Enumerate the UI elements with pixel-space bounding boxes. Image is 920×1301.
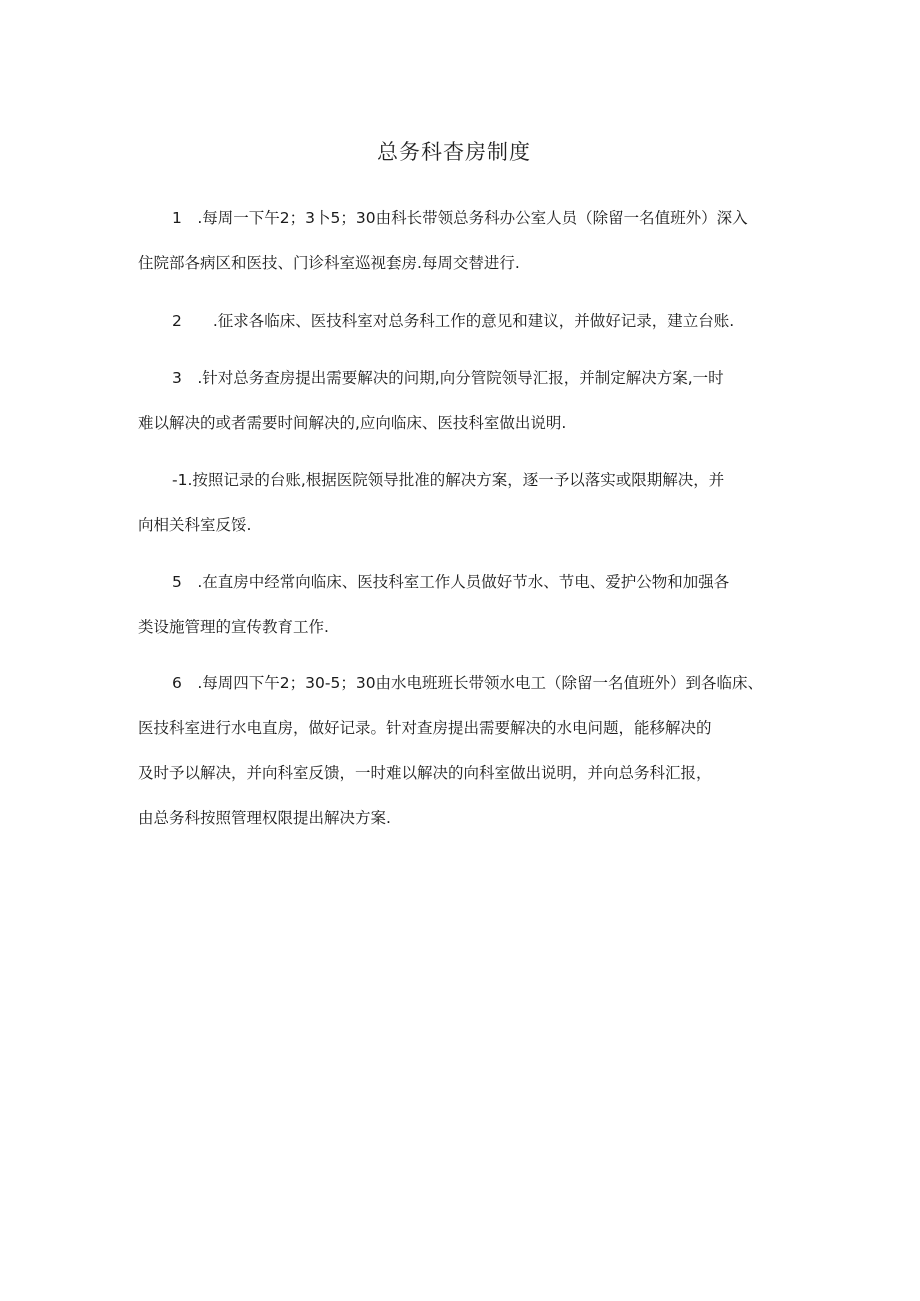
rule-item-6: [138, 661, 778, 841]
rule-item-3-line-2: 难以解决的或者需要时间解决的,应向临床、医技科室做出说明.: [138, 414, 567, 432]
rule-item-4-line-2: 向相关科室反馁.: [138, 516, 252, 534]
rule-item-6-line-3: 及时予以解决，并向科室反馈，一时难以解决的向科室做出说明，并向总务科汇报，: [138, 764, 712, 782]
rule-item-3-line-1: 3 .针对总务查房提出需要解决的问期,向分管院领导汇报，并制定解决方案,一时: [172, 369, 724, 387]
rule-item-5-line-1: 5 .在直房中经常向临床、医技科室工作人员做好节水、节电、爱护公物和加强各: [172, 573, 730, 591]
rule-item-2-line-1: 2 .征求各临床、医技科室对总务科工作的意见和建议，并做好记录，建立台账.: [172, 312, 735, 330]
rule-item-1-line-2: 住院部各病区和医技、门诊科室巡视套房.每周交替进行.: [138, 254, 520, 272]
rule-item-3: [138, 356, 778, 446]
rule-item-5: [138, 560, 778, 650]
rule-item-5-line-2: 类设施管理的宣传教育工作.: [138, 618, 329, 636]
rule-item-6-line-1: 6 .每周四下午2；30-5；30由水电班班长带领水电工（除留一名值班外）到各临床、: [172, 674, 764, 692]
rule-item-6-line-2: 医技科室进行水电直房，做好记录。针对查房提出需要解决的水电问题，能移解决的: [138, 719, 712, 737]
rule-item-1-line-1: 1 .每周一下午2；3卜5；30由科长带领总务科办公室人员（除留一名值班外）深入: [172, 209, 748, 227]
rule-item-4: [138, 458, 778, 548]
rule-item-4-line-1: -1.按照记录的台账,根据医院领导批准的解决方案，逐一予以落实或限期解决，并: [172, 471, 725, 489]
rule-item-2: [138, 299, 778, 344]
document-title: 总务科杳房制度: [377, 140, 531, 164]
rule-item-6-line-4: 由总务科按照管理权限提出解决方案.: [138, 809, 391, 827]
rule-item-1: [138, 196, 778, 286]
